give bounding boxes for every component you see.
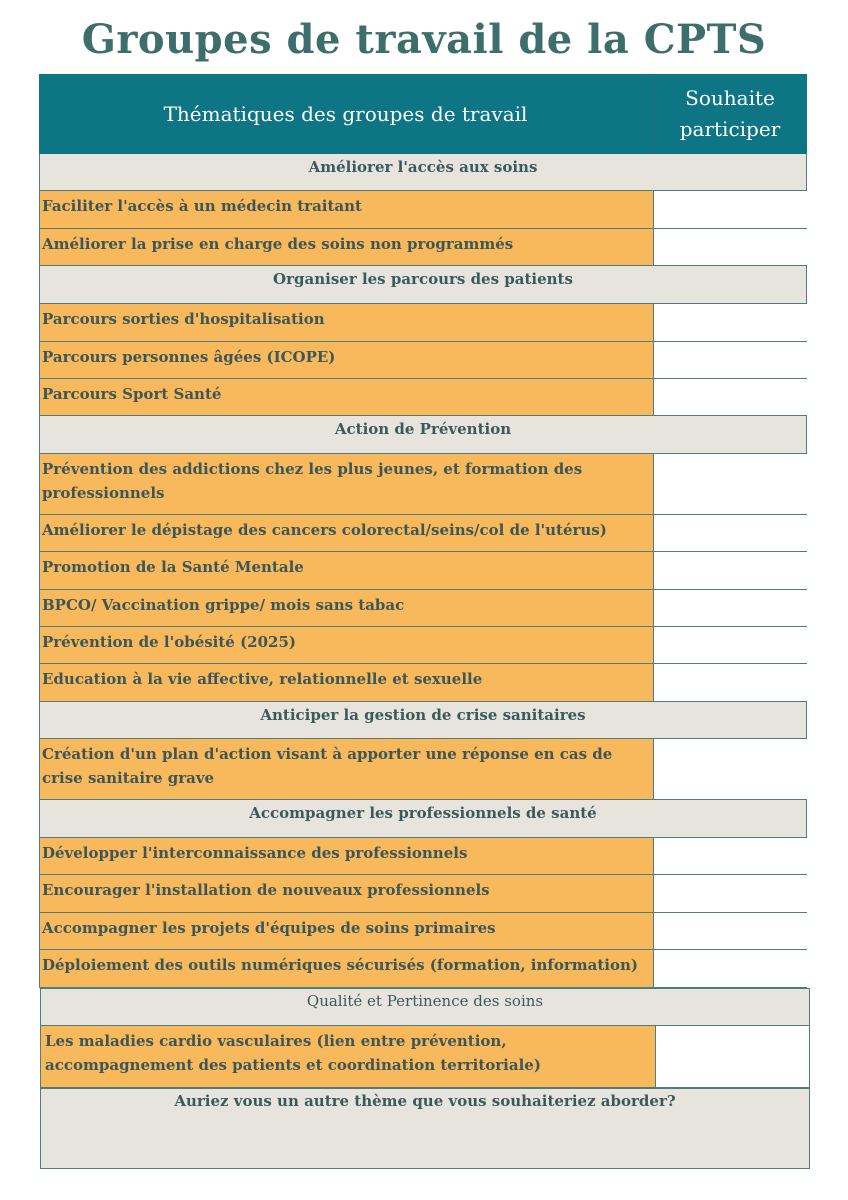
participate-checkbox[interactable]: [655, 379, 807, 415]
table-row: [39, 875, 807, 913]
participate-checkbox[interactable]: [655, 739, 807, 799]
table-row: [39, 191, 807, 229]
table-row: [39, 664, 807, 702]
theme-label: Développer l'interconnaissance des professionnels: [40, 838, 654, 874]
other-theme-label: Auriez vous un autre thème que vous souhaiteriez aborder?: [174, 1092, 676, 1110]
theme-label: Faciliter l'accès à un médecin traitant: [40, 191, 654, 228]
participate-checkbox[interactable]: [656, 1026, 809, 1087]
participate-checkbox[interactable]: [655, 950, 807, 987]
theme-label: Déploiement des outils numériques sécurisés (formation, information): [40, 950, 654, 987]
table-row: [39, 342, 807, 379]
participate-checkbox[interactable]: [655, 342, 807, 378]
table-row: [39, 627, 807, 664]
header-themes: Thématiques des groupes de travail: [39, 74, 653, 154]
table-row: [39, 552, 807, 590]
theme-label: Parcours Sport Santé: [40, 379, 654, 415]
participate-checkbox[interactable]: [655, 229, 807, 265]
theme-label: Parcours sorties d'hospitalisation: [40, 304, 654, 341]
participate-checkbox[interactable]: [655, 838, 807, 874]
theme-label: BPCO/ Vaccination grippe/ mois sans tabac: [40, 590, 654, 626]
participate-checkbox[interactable]: [655, 590, 807, 626]
header-participate: Souhaite participer: [679, 86, 781, 141]
theme-label: Améliorer le dépistage des cancers colorectal/seins/col de l'utérus): [40, 515, 654, 551]
table-row: [39, 838, 807, 875]
section-header: Action de Prévention: [39, 416, 807, 454]
section-header: Organiser les parcours des patients: [39, 266, 807, 304]
table-row: [39, 379, 807, 416]
participate-checkbox[interactable]: [655, 304, 807, 341]
theme-label: Les maladies cardio vasculaires (lien entre prévention, accompagnement des patients et coordination territoriale): [41, 1026, 656, 1087]
theme-label: Parcours personnes âgées (ICOPE): [40, 342, 654, 378]
table-row: [40, 1026, 810, 1088]
section-header: Accompagner les professionnels de santé: [39, 800, 807, 838]
participate-checkbox[interactable]: [655, 191, 807, 228]
theme-label: Accompagner les projets d'équipes de soins primaires: [40, 913, 654, 949]
section-header: Anticiper la gestion de crise sanitaires: [39, 702, 807, 739]
theme-label: Prévention de l'obésité (2025): [40, 627, 654, 663]
participate-checkbox[interactable]: [655, 664, 807, 701]
theme-label: Promotion de la Santé Mentale: [40, 552, 654, 589]
section-header: Qualité et Pertinence des soins: [40, 988, 810, 1026]
table-row: [39, 229, 807, 266]
table-header: [39, 74, 807, 154]
participate-checkbox[interactable]: [655, 875, 807, 912]
table-row: [39, 913, 807, 950]
table-row: [39, 950, 807, 988]
theme-label: Education à la vie affective, relationnelle et sexuelle: [40, 664, 654, 701]
theme-label: Prévention des addictions chez les plus jeunes, et formation des professionnels: [40, 454, 654, 514]
theme-label: Encourager l'installation de nouveaux professionnels: [40, 875, 654, 912]
table-row: [39, 304, 807, 342]
participate-checkbox[interactable]: [655, 627, 807, 663]
table-row: [39, 454, 807, 515]
participate-checkbox[interactable]: [655, 913, 807, 949]
theme-label: Améliorer la prise en charge des soins non programmés: [40, 229, 654, 265]
section-header: Améliorer l'accès aux soins: [39, 154, 807, 191]
table-row: [39, 590, 807, 627]
theme-label: Création d'un plan d'action visant à apporter une réponse en cas de crise sanitaire grave: [40, 739, 654, 799]
participate-checkbox[interactable]: [655, 454, 807, 514]
other-theme-answer-field[interactable]: [41, 1112, 809, 1168]
participate-checkbox[interactable]: [655, 552, 807, 589]
table-row: [39, 515, 807, 552]
participate-checkbox[interactable]: [655, 515, 807, 551]
page-title: Groupes de travail de la CPTS: [81, 16, 767, 63]
table-row: [39, 739, 807, 800]
